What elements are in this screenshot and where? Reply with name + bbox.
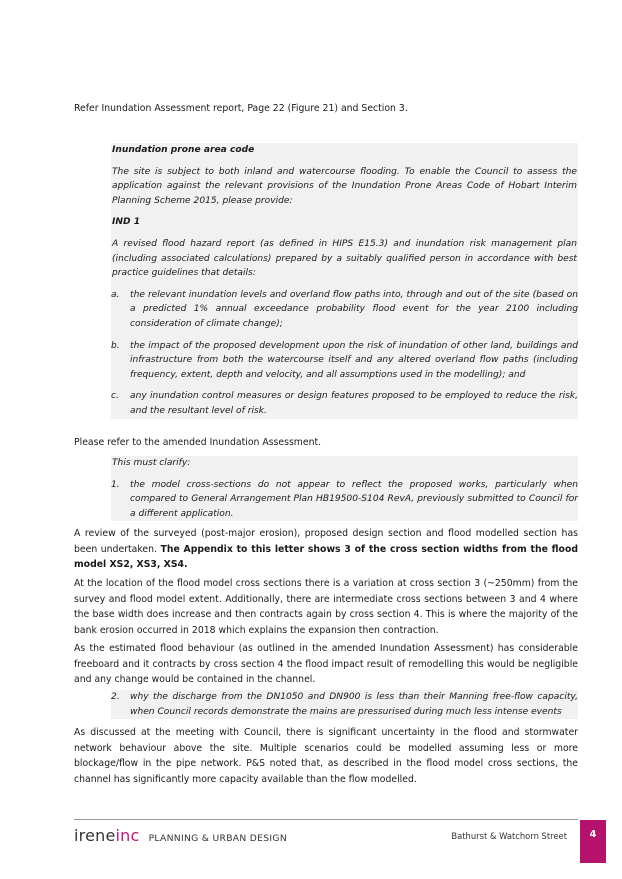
list-marker: c.	[111, 391, 119, 402]
quote-heading: Inundation prone area code	[112, 145, 255, 155]
quote-list-item	[111, 478, 578, 522]
review-paragraph	[74, 526, 578, 573]
quote-list-item	[111, 690, 578, 719]
quote-code-label: IND 1	[112, 217, 141, 228]
quote-intro-paragraph: The site is subject to both inland and watercourse flooding. To enable the Council to assess the application against the relevant provisions of the Inundation Prone Areas Code of Hobart Interim Planning Scheme 2015, please provide:	[112, 166, 577, 206]
list-marker: 2.	[111, 692, 120, 702]
refer-amended-paragraph: Please refer to the amended Inundation Assessment.	[74, 437, 322, 448]
quote-list-item	[111, 288, 578, 332]
footer-address: Bathurst & Watchorn Street	[451, 831, 567, 841]
brand-name-inc: inc	[115, 826, 140, 845]
list-marker: a.	[111, 289, 120, 300]
list-item-text: why the discharge from the DN1050 and DN900 is less than their Manning free-flow capacity, when Council records demonstrate the mains are pressurised during much less intense events	[130, 692, 578, 717]
discharge-quote	[111, 690, 578, 719]
quote-list-item	[111, 339, 578, 383]
intro-paragraph: Refer Inundation Assessment report, Page 22 (Figure 21) and Section 3.	[74, 103, 408, 114]
clarify-quote	[111, 456, 578, 521]
meeting-paragraph: As discussed at the meeting with Council, there is significant uncertainty in the flood and stormwater network behaviour above the site. Multiple scenarios could be modelled assuming less or more blockage/flow in the pipe network. P&S noted that, as described in the flood model cross sections, the channel has significantly more capacity available than the flow modelled.	[74, 727, 578, 786]
brand-logo	[74, 826, 287, 845]
appendix-note: The Appendix to this letter shows 3 of the cross section widths from the flood model XS2, XS3, XS4.	[74, 543, 578, 571]
list-item-text: the model cross-sections do not appear to reflect the proposed works, particularly when compared to General Arrangement Plan HB19500-S104 RevA, previously submitted to Council for a different application.	[130, 479, 578, 519]
list-item-text: any inundation control measures or design features proposed to be employed to reduce the risk, and the resultant level of risk.	[130, 391, 578, 416]
list-marker: 1.	[111, 479, 120, 490]
brand-tagline: PLANNING & URBAN DESIGN	[148, 833, 287, 844]
brand-name-irene: irene	[74, 826, 116, 845]
list-item-text: the impact of the proposed development upon the risk of inundation of other land, buildings and infrastructure from both the watercourse itself and any altered overland flow paths (including frequency, extent, depth and velocity, and all assumptions used in the modelling); and	[130, 340, 578, 380]
quote-request-paragraph: A revised flood hazard report (as defined in HIPS E15.3) and inundation risk management plan (including associated calculations) prepared by a suitably qualified person in accordance with best practice guidelines that details:	[112, 238, 577, 279]
list-marker: b.	[111, 340, 120, 351]
quote-heading: This must clarify:	[112, 458, 191, 468]
review-text: A review of the surveyed (post-major erosion), proposed design section and flood modelled section has been undertaken.	[74, 528, 578, 555]
location-paragraph: At the location of the flood model cross sections there is a variation at cross section 3 (~250mm) from the survey and flood model extent. Additionally, there are intermediate cross sections between 3 and 4 where the base width does increase and then contracts again by cross section 4. This is where the majority of the bank erosion occurred in 2018 which explains the expansion then contraction.	[74, 578, 578, 637]
council-request-quote	[111, 143, 578, 419]
page-number: 4	[580, 820, 606, 863]
footer-divider	[74, 819, 578, 820]
list-item-text: the relevant inundation levels and overland flow paths into, through and out of the site (based on a predicted 1% annual exceedance probability flood event for the year 2100 including consideration of climate change);	[130, 289, 578, 329]
estimated-flood-paragraph: As the estimated flood behaviour (as outlined in the amended Inundation Assessment) has considerable freeboard and it contracts by cross section 4 the flood impact result of remodelling this would be negligible and any change would be contained in the channel.	[74, 643, 578, 686]
quote-list-item	[111, 389, 578, 418]
